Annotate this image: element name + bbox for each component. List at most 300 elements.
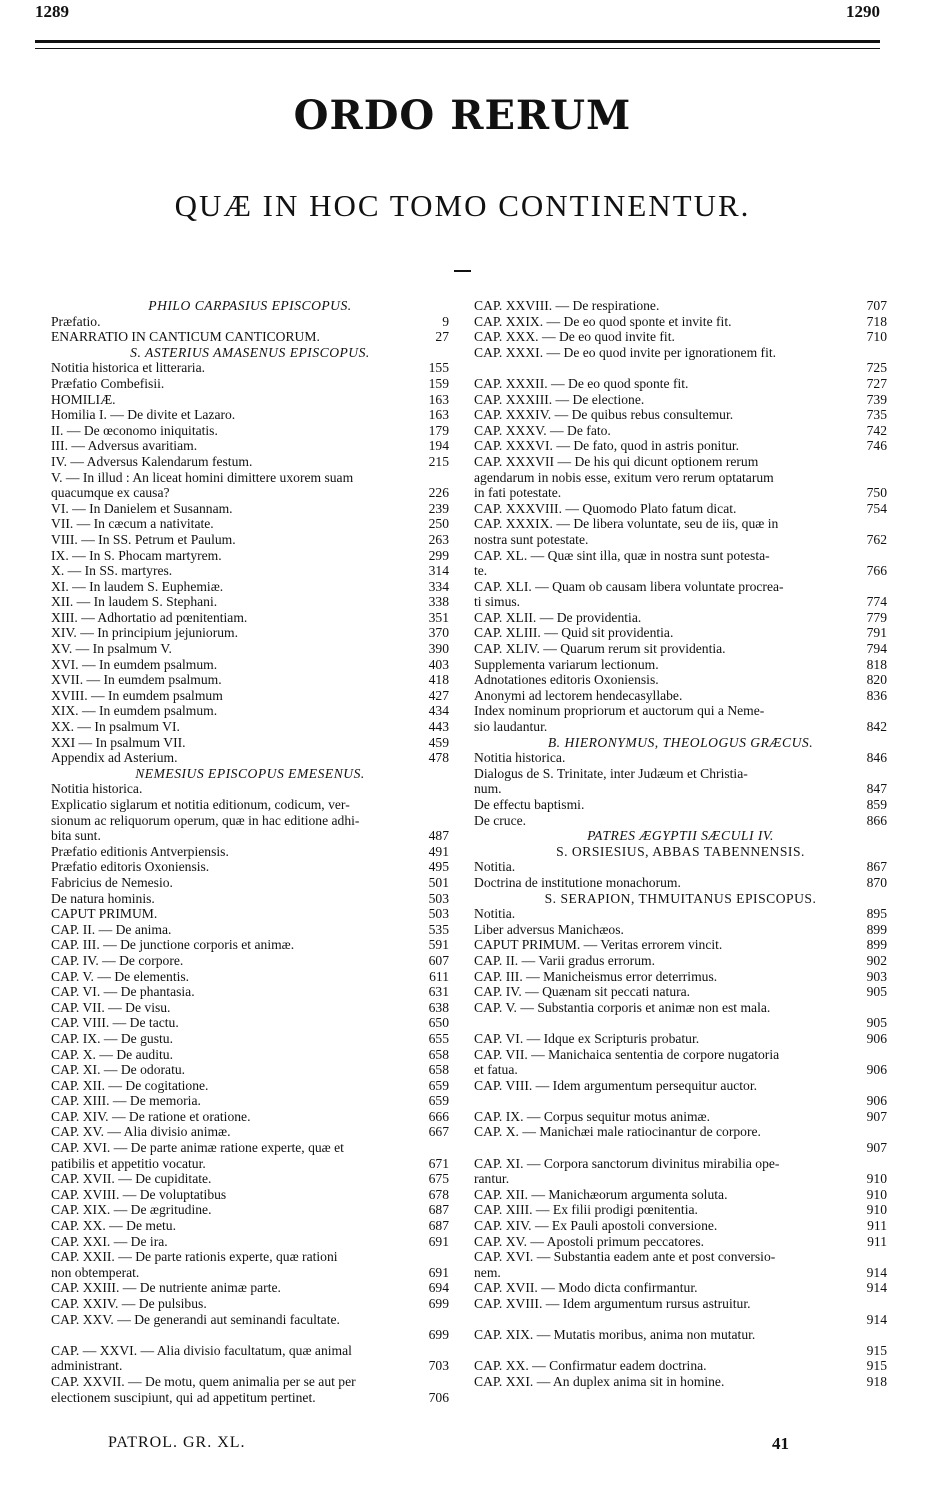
- toc-entry: [474, 1358, 887, 1374]
- toc-entry: [51, 329, 449, 345]
- toc-entry: [474, 1078, 887, 1109]
- entry-title: XI. — In laudem S. Euphemiæ.: [51, 578, 224, 594]
- entry-page: 902: [866, 952, 887, 968]
- toc-entry: [474, 423, 887, 439]
- entry-page: 427: [428, 687, 449, 703]
- toc-entry: [51, 844, 449, 860]
- entry-title: sio laudantur.: [474, 719, 548, 735]
- entry-title: agendarum in nobis esse, exitum vero rerum optatarum: [474, 469, 774, 485]
- entry-title: XVII. — In eumdem psalmum.: [51, 672, 222, 688]
- entry-page: 659: [428, 1077, 449, 1093]
- section-heading: PHILO CARPASIUS EPISCOPUS.: [148, 298, 352, 313]
- entry-page: 866: [866, 812, 887, 828]
- entry-title: CAP. XXXIV. — De quibus rebus consultemur.: [474, 407, 734, 423]
- toc-entry: [51, 1000, 449, 1016]
- toc-entry: [51, 1187, 449, 1203]
- toc-entry: [474, 516, 887, 547]
- entry-line: [474, 1078, 887, 1094]
- entry-title: ti simus.: [474, 594, 521, 610]
- toc-entry: [474, 548, 887, 579]
- entry-page: 914: [866, 1280, 887, 1296]
- toc-entry: [474, 438, 887, 454]
- toc-entry: [51, 548, 449, 564]
- toc-entry: [51, 579, 449, 595]
- entry-line: [474, 719, 887, 735]
- page-subtitle: QUÆ IN HOC TOMO CONTINENTUR.: [174, 188, 751, 223]
- entry-page: 906: [866, 1030, 887, 1046]
- entry-title: CAP. XIII. — Ex filii prodigi pœnitentia.: [474, 1202, 698, 1218]
- toc-entry: [474, 1047, 887, 1078]
- entry-page: 250: [428, 516, 449, 532]
- entry-page: 314: [428, 563, 449, 579]
- entry-title: CAP. XIV. — De ratione et oratione.: [51, 1108, 251, 1124]
- entry-title: CAP. XXXII. — De eo quod sponte fit.: [474, 375, 689, 391]
- entry-page: 155: [428, 360, 449, 376]
- toc-entry: [51, 423, 449, 439]
- toc-entry: [51, 672, 449, 688]
- entry-title: CAP. XXIV. — De pulsibus.: [51, 1296, 207, 1311]
- entry-line: [474, 766, 887, 782]
- entry-title: Præfatio editionis Antverpiensis.: [51, 843, 229, 859]
- entry-title: patibilis et appetitio vocatur.: [51, 1155, 206, 1171]
- entry-line: [474, 516, 887, 532]
- entry-page: 774: [866, 594, 887, 610]
- entry-page: 911: [867, 1218, 887, 1234]
- toc-entry: [474, 1109, 887, 1125]
- toc-entry: [51, 688, 449, 704]
- entry-page: 910: [866, 1171, 887, 1187]
- entry-line: [51, 470, 449, 486]
- entry-line: [474, 1093, 887, 1109]
- toc-entry: [51, 1078, 449, 1094]
- entry-line: [474, 1124, 887, 1140]
- entry-title: CAP. XIV. — Ex Pauli apostoli conversione.: [474, 1218, 718, 1234]
- entry-page: 718: [866, 313, 887, 329]
- entry-title: in fati potestate.: [474, 485, 562, 501]
- toc-entry: [474, 392, 887, 408]
- entry-line: [474, 1015, 887, 1031]
- entry-title: CAP. IV. — Quænam sit peccati natura.: [474, 984, 691, 1000]
- entry-page: 710: [866, 329, 887, 345]
- entry-title: CAP. XXXVII — De his qui dicunt optionem rerum: [474, 453, 759, 469]
- entry-page: 263: [428, 531, 449, 547]
- toc-entry: [51, 1343, 449, 1374]
- toc-entry: [474, 1000, 887, 1031]
- toc-entry: [474, 625, 887, 641]
- toc-entry: [474, 1234, 887, 1250]
- separator-dash: [454, 270, 471, 272]
- entry-page: 658: [428, 1062, 449, 1078]
- section-heading: S. ASTERIUS AMASENUS EPISCOPUS.: [130, 344, 370, 360]
- entry-title: XII. — In laudem S. Stephani.: [51, 594, 218, 610]
- toc-entry: [474, 329, 887, 345]
- toc-entry: [51, 360, 449, 376]
- entry-line: [474, 594, 887, 610]
- entry-title: Adnotationes editoris Oxoniensis.: [474, 672, 659, 688]
- entry-line: [474, 579, 887, 595]
- toc-entry: [474, 1124, 887, 1155]
- toc-entry: [51, 719, 449, 735]
- entry-title: Index nominum propriorum et auctorum qui a Neme-: [474, 703, 765, 719]
- entry-page: 503: [428, 890, 449, 906]
- toc-entry: [51, 1234, 449, 1250]
- entry-page: 27: [435, 329, 449, 345]
- entry-page: 631: [428, 984, 449, 1000]
- toc-entry: [51, 703, 449, 719]
- entry-page: 351: [428, 609, 449, 625]
- entry-title: Fabricius de Nemesio.: [51, 874, 173, 890]
- toc-entry: [51, 969, 449, 985]
- footer-sheet-number: 41: [772, 1434, 789, 1453]
- entry-page: 905: [866, 1015, 887, 1031]
- entry-title: CAP. VII. — Manichaica sententia de corpore nugatoria: [474, 1046, 780, 1062]
- entry-line: [474, 1000, 887, 1016]
- toc-entry: [51, 516, 449, 532]
- entry-page: 159: [428, 375, 449, 391]
- entry-title: XIV. — In principium jejuniorum.: [51, 625, 239, 641]
- entry-title: CAP. XXXIX. — De libera voluntate, seu de iis, quæ in: [474, 516, 779, 532]
- section-heading: NEMESIUS EPISCOPUS EMESENUS.: [135, 765, 365, 781]
- toc-entry: [474, 610, 887, 626]
- entry-page: 906: [866, 1093, 887, 1109]
- entry-title: Notitia.: [474, 906, 516, 922]
- entry-title: Appendix ad Asterium.: [51, 750, 178, 766]
- entry-page: 914: [866, 1311, 887, 1327]
- entry-line: [474, 1140, 887, 1156]
- entry-page: 911: [867, 1233, 887, 1249]
- toc-entry: [51, 610, 449, 626]
- entry-page: 915: [866, 1358, 887, 1374]
- entry-line: [474, 1343, 887, 1359]
- toc-entry: [51, 750, 449, 766]
- entry-line: [51, 1312, 449, 1328]
- entry-title: XVI. — In eumdem psalmum.: [51, 656, 218, 672]
- entry-page: 694: [428, 1280, 449, 1296]
- entry-title: num.: [474, 781, 502, 797]
- entry-title: CAP. XVIII. — De voluptatibus: [51, 1186, 227, 1202]
- toc-entry: [51, 563, 449, 579]
- entry-page: 895: [866, 906, 887, 922]
- entry-page: 699: [428, 1296, 449, 1311]
- entry-page: 899: [866, 921, 887, 937]
- entry-title: CAP. XI. — Corpora sanctorum divinitus mirabilia ope-: [474, 1155, 780, 1171]
- entry-title: Homilia I. — De divite et Lazaro.: [51, 407, 236, 423]
- entry-title: CAP. XV. — Apostoli primum peccatores.: [474, 1233, 705, 1249]
- toc-entry: [474, 501, 887, 517]
- entry-page: 501: [428, 874, 449, 890]
- entry-title: XXI — In psalmum VII.: [51, 734, 186, 750]
- page-title: ORDO RERUM: [293, 92, 632, 139]
- toc-entry: [474, 1187, 887, 1203]
- entry-line: [474, 532, 887, 548]
- toc-entry: [51, 1202, 449, 1218]
- entry-page: 842: [866, 719, 887, 735]
- entry-page: 727: [866, 375, 887, 391]
- entry-line: [51, 828, 449, 844]
- toc-entry: [474, 1327, 887, 1358]
- entry-page: 403: [428, 656, 449, 672]
- entry-title: Notitia.: [474, 859, 516, 875]
- toc-entry: [51, 891, 449, 907]
- entry-line: [51, 1343, 449, 1359]
- toc-entry: [474, 1374, 887, 1390]
- entry-page: 779: [866, 609, 887, 625]
- entry-title: non obtemperat.: [51, 1264, 140, 1280]
- entry-title: XX. — In psalmum VI.: [51, 719, 180, 735]
- toc-entry: [474, 1296, 887, 1327]
- entry-page: 434: [428, 703, 449, 719]
- entry-page: 870: [866, 874, 887, 890]
- entry-page: 847: [866, 781, 887, 797]
- entry-page: 691: [428, 1233, 449, 1249]
- entry-title: CAP. XIII. — De memoria.: [51, 1093, 201, 1109]
- entry-page: 820: [866, 672, 887, 688]
- entry-page: 910: [866, 1202, 887, 1218]
- toc-entry: [474, 922, 887, 938]
- entry-title: CAP. XXVIII. — De respiratione.: [474, 298, 660, 313]
- entry-title: Supplementa variarum lectionum.: [474, 656, 659, 672]
- entry-line: [474, 1312, 887, 1328]
- entry-title: CAP. VIII. — De tactu.: [51, 1015, 179, 1031]
- entry-page: 163: [428, 407, 449, 423]
- entry-page: 766: [866, 563, 887, 579]
- entry-page: 905: [866, 984, 887, 1000]
- toc-entry: [474, 906, 887, 922]
- entry-title: CAP. VIII. — Idem argumentum persequitur auctor.: [474, 1077, 758, 1093]
- entry-title: CAP. XVII. — De cupiditate.: [51, 1171, 212, 1187]
- entry-title: De effectu baptismi.: [474, 797, 585, 812]
- entry-title: Dialogus de S. Trinitate, inter Judæum et Christia-: [474, 765, 748, 781]
- entry-page: 678: [428, 1186, 449, 1202]
- toc-entry: [474, 875, 887, 891]
- entry-page: 907: [866, 1108, 887, 1124]
- entry-page: 338: [428, 594, 449, 610]
- entry-title: CAP. XII. — Manichæorum argumenta soluta.: [474, 1186, 728, 1202]
- entry-title: CAP. XIX. — De ægritudine.: [51, 1202, 212, 1218]
- toc-entry: [51, 1280, 449, 1296]
- toc-entry: [51, 1062, 449, 1078]
- entry-line: [474, 470, 887, 486]
- entry-title: CAP. III. — De junctione corporis et animæ.: [51, 937, 295, 953]
- entry-page: 687: [428, 1202, 449, 1218]
- entry-page: 226: [428, 485, 449, 501]
- entry-title: rantur.: [474, 1171, 510, 1187]
- entry-title: et fatua.: [474, 1062, 518, 1078]
- entry-page: 750: [866, 485, 887, 501]
- entry-line: [51, 1156, 449, 1172]
- entry-page: 163: [428, 391, 449, 407]
- entry-title: CAP. XX. — De metu.: [51, 1218, 176, 1234]
- toc-entry: [474, 407, 887, 423]
- entry-page: 914: [866, 1264, 887, 1280]
- entry-line: [474, 485, 887, 501]
- toc-entry: [51, 937, 449, 953]
- toc-entry: [474, 579, 887, 610]
- entry-line: [474, 1265, 887, 1281]
- entry-page: 836: [866, 687, 887, 703]
- toc-entry: [51, 984, 449, 1000]
- column-number-left: 1289: [35, 2, 69, 21]
- entry-title: De natura hominis.: [51, 890, 155, 906]
- entry-line: [51, 1327, 449, 1343]
- entry-page: 794: [866, 641, 887, 657]
- entry-title: CAP. VI. — De phantasia.: [51, 984, 195, 1000]
- toc-entry: [474, 813, 887, 829]
- entry-title: Notitia historica.: [51, 781, 143, 797]
- entry-page: 910: [866, 1186, 887, 1202]
- entry-title: Præfatio Combefisii.: [51, 375, 165, 391]
- entry-title: II. — De œconomo iniquitatis.: [51, 422, 218, 438]
- entry-line: [474, 1327, 887, 1343]
- entry-page: 867: [866, 859, 887, 875]
- toc-entry: [474, 672, 887, 688]
- toc-entry: [51, 594, 449, 610]
- entry-title: XIII. — Adhortatio ad pœnitentiam.: [51, 609, 248, 625]
- entry-line: [51, 1249, 449, 1265]
- footer-signature: PATROL. GR. XL.: [108, 1434, 246, 1451]
- entry-page: 667: [428, 1124, 449, 1140]
- header-rule: [35, 40, 880, 49]
- entry-title: CAP. XL. — Quæ sint illa, quæ in nostra sunt potesta-: [474, 547, 770, 563]
- entry-title: CAP. XXX. — De eo quod invite fit.: [474, 329, 675, 345]
- entry-title: CAP. XXXV. — De fato.: [474, 422, 611, 438]
- entry-title: CAP. IX. — Corpus sequitur motus animæ.: [474, 1108, 711, 1124]
- entry-line: [474, 1249, 887, 1265]
- entry-title: CAP. XII. — De cogitatione.: [51, 1077, 209, 1093]
- entry-line: [474, 360, 887, 376]
- entry-title: CAP. XXV. — De generandi aut seminandi facultate.: [51, 1311, 340, 1327]
- entry-line: [51, 1140, 449, 1156]
- entry-page: 699: [428, 1327, 449, 1343]
- toc-entry: [51, 657, 449, 673]
- toc-entry: [51, 1140, 449, 1171]
- entry-page: 495: [428, 859, 449, 875]
- entry-title: CAP. XV. — Alia divisio animæ.: [51, 1124, 231, 1140]
- entry-title: CAP. XXXVIII. — Quomodo Plato fatum dicat.: [474, 500, 737, 516]
- entry-line: [474, 454, 887, 470]
- entry-title: VII. — In cæcum a nativitate.: [51, 516, 214, 532]
- entry-page: 390: [428, 641, 449, 657]
- toc-entry: [474, 1202, 887, 1218]
- entry-title: nostra sunt potestate.: [474, 531, 589, 547]
- entry-title: CAP. XXI. — De ira.: [51, 1233, 168, 1249]
- entry-page: 194: [428, 438, 449, 454]
- entry-title: XV. — In psalmum V.: [51, 641, 172, 657]
- entry-title: CAP. V. — De elementis.: [51, 968, 190, 984]
- entry-page: 650: [428, 1015, 449, 1031]
- toc-entry: [51, 1171, 449, 1187]
- toc-entry: [51, 407, 449, 423]
- toc-entry: [51, 953, 449, 969]
- entry-page: 846: [866, 750, 887, 766]
- entry-title: bita sunt.: [51, 828, 101, 844]
- entry-title: III. — Adversus avaritiam.: [51, 438, 198, 454]
- entry-title: X. — In SS. martyres.: [51, 563, 173, 579]
- entry-title: CAP. XXI. — An duplex anima sit in homine.: [474, 1373, 725, 1389]
- entry-title: Doctrina de institutione monachorum.: [474, 874, 681, 890]
- entry-page: 535: [428, 921, 449, 937]
- entry-title: CAP. II. — De anima.: [51, 921, 172, 937]
- toc-entry: [51, 1109, 449, 1125]
- entry-line: [51, 485, 449, 501]
- entry-page: 659: [428, 1093, 449, 1109]
- entry-page: 638: [428, 999, 449, 1015]
- entry-page: 915: [866, 1342, 887, 1358]
- entry-page: 487: [428, 828, 449, 844]
- entry-title: electionem suscipiunt, qui ad appetitum pertinet.: [51, 1389, 316, 1405]
- entry-title: CAP. XVIII. — Idem argumentum rursus astruitur.: [474, 1296, 751, 1311]
- toc-entry: [51, 797, 449, 844]
- entry-line: [474, 703, 887, 719]
- section-heading: S. SERAPION, THMUITANUS EPISCOPUS.: [544, 890, 817, 906]
- entry-title: CAP. XLIV. — Quarum rerum sit providentia.: [474, 641, 726, 657]
- toc-entry: [474, 937, 887, 953]
- entry-page: 754: [866, 500, 887, 516]
- entry-title: Præfatio editoris Oxoniensis.: [51, 859, 210, 875]
- entry-page: 706: [428, 1389, 449, 1405]
- entry-page: 658: [428, 1046, 449, 1062]
- entry-line: [51, 1358, 449, 1374]
- toc-entry: [474, 376, 887, 392]
- entry-page: 334: [428, 578, 449, 594]
- entry-page: 607: [428, 952, 449, 968]
- entry-title: V. — In illud : An liceat homini dimittere uxorem suam: [51, 469, 354, 485]
- entry-title: IV. — Adversus Kalendarum festum.: [51, 453, 253, 469]
- entry-title: CAP. XXXVI. — De fato, quod in astris ponitur.: [474, 438, 740, 454]
- entry-page: 491: [428, 843, 449, 859]
- toc-entry: [474, 657, 887, 673]
- entry-line: [474, 345, 887, 361]
- entry-line: [51, 1265, 449, 1281]
- toc-entry: [474, 859, 887, 875]
- entry-line: [474, 1156, 887, 1172]
- entry-title: CAP. IX. — De gustu.: [51, 1030, 173, 1046]
- toc-entry: [51, 781, 449, 797]
- entry-page: 591: [428, 937, 449, 953]
- entry-page: 478: [428, 750, 449, 766]
- entry-title: CAP. XXVII. — De motu, quem animalia per se aut per: [51, 1373, 356, 1389]
- toc-entry: [474, 969, 887, 985]
- toc-entry: [474, 454, 887, 501]
- toc-entry: [51, 454, 449, 470]
- toc-entry: [474, 345, 887, 376]
- section-heading: B. HIERONYMUS, THEOLOGUS GRÆCUS.: [547, 734, 814, 750]
- entry-page: 675: [428, 1171, 449, 1187]
- entry-title: CAP. X. — Manichæi male ratiocinantur de corpore.: [474, 1124, 761, 1140]
- entry-page: 215: [428, 453, 449, 469]
- entry-title: CAP. III. — Manicheismus error deterrimus.: [474, 968, 718, 984]
- entry-title: IX. — In S. Phocam martyrem.: [51, 547, 222, 563]
- entry-page: 735: [866, 407, 887, 423]
- entry-title: Anonymi ad lectorem hendecasyllabe.: [474, 687, 683, 703]
- toc-entry: [51, 314, 449, 330]
- entry-page: 903: [866, 968, 887, 984]
- entry-title: Explicatio siglarum et notitia editionum, codicum, ver-: [51, 797, 350, 812]
- entry-page: 418: [428, 672, 449, 688]
- toc-entry: [51, 438, 449, 454]
- toc-entry: [474, 703, 887, 734]
- entry-title: CAP. XLIII. — Quid sit providentia.: [474, 625, 674, 641]
- toc-entry: [51, 376, 449, 392]
- entry-line: [474, 1062, 887, 1078]
- toc-entry: [51, 641, 449, 657]
- toc-entry: [51, 1218, 449, 1234]
- entry-page: 742: [866, 422, 887, 438]
- entry-title: CAP. XX. — Confirmatur eadem doctrina.: [474, 1358, 707, 1374]
- entry-page: 611: [429, 968, 449, 984]
- entry-title: CAP. XIX. — Mutatis moribus, anima non mutatur.: [474, 1327, 756, 1343]
- entry-title: CAP. XLII. — De providentia.: [474, 609, 642, 625]
